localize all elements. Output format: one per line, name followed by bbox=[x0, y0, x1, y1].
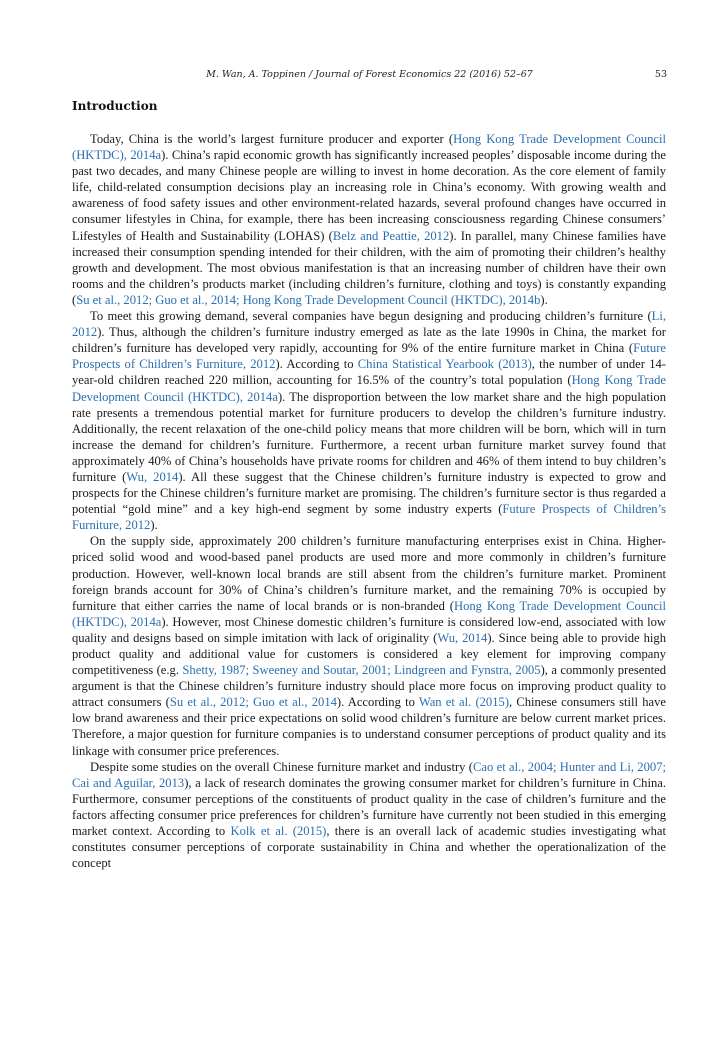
body-text: ). bbox=[540, 292, 548, 307]
body-text: , the number of under 14-year-old children reached 220 million, accounting for 16.5% of the country’s total population ( bbox=[72, 357, 666, 388]
paragraph-3 bbox=[72, 533, 666, 758]
body-text: To meet this growing demand, several companies have begun designing and producing children’s furniture ( bbox=[90, 309, 652, 324]
citation-link[interactable]: Kolk et al. (2015) bbox=[230, 824, 327, 839]
body-text: ). China’s rapid economic growth has significantly increased peoples’ disposable income during the past two decades, and many Chinese people are willing to invest in home decoration. As the core element of family life, child-related consumption decisions play an increasing role in China’s economy. With growing wealth and awareness of food safety issues and other environment-related hazards, several profound changes have occurred in consumer lifestyles in China, for example, there has been increasing consciousness regarding Chinese consumers’ Lifestyles of Health and Sustainability (LOHAS) ( bbox=[72, 148, 666, 243]
body-text: ), a lack of research dominates the growing consumer market for children’s furniture in China. Furthermore, consumer perceptions of the constituents of product quality in the case of children’s furniture and the factors affecting consumer price preferences for children’s furniture have currently not been studied in this emerging market context. According to bbox=[72, 775, 666, 839]
body-text: Today, China is the world’s largest furniture producer and exporter ( bbox=[90, 132, 454, 146]
citation-link[interactable]: China Statistical Yearbook (2013) bbox=[357, 357, 532, 372]
body-text: On the supply side, approximately 200 children’s furniture manufacturing enterprises exist in China. Higher-priced solid wood and wood-based panel products are used more and more commonly in children’s furniture production. However, well-known local brands are still absent from the children’s furniture market. Prominent foreign brands account for 30% of China’s children’s furniture market, and the remaining 70% is occupied by furniture that either carries the name of local brands or is non-branded ( bbox=[72, 534, 666, 613]
citation-link[interactable]: Su et al., 2012; Guo et al., 2014 bbox=[169, 695, 337, 710]
body-text: ), a commonly presented argument is that the Chinese children’s furniture industry should place more focus on improving product quality to attract consumers ( bbox=[72, 663, 666, 710]
body-text: ). In parallel, many Chinese families have increased their consumption spending intended for their children, with the aim of promoting their children’s healthy growth and development. The most obvious manifestation is that an increasing number of children have their own rooms and the children’s products market (including children’s furniture, clothing and toys) is constantly expanding ( bbox=[72, 228, 666, 307]
citation-link[interactable]: Hong Kong Trade Development Council (HKTDC), 2014a bbox=[72, 598, 666, 629]
body-text: ). Since being able to provide high product quality and additional value for customers is considered a key element for improving company competitiveness (e.g. bbox=[72, 630, 666, 678]
body-text: , Chinese consumers still have low brand awareness and their price expectations on solid wood children’s furniture are below current market prices. Therefore, a major question for furniture companies is to understand consumer perceptions of product quality and its linkage with consumer price preferences. bbox=[72, 695, 666, 758]
citation-link[interactable]: Hong Kong Trade Development Council (HKTDC), 2014a bbox=[72, 373, 666, 404]
citation-link[interactable]: Wan et al. (2015) bbox=[418, 695, 510, 710]
body-text: ). According to bbox=[336, 695, 419, 710]
citation-link[interactable]: Hong Kong Trade Development Council (HKTDC), 2014a bbox=[72, 132, 667, 163]
citation-link[interactable]: Wu, 2014 bbox=[126, 469, 179, 484]
citation-link[interactable]: Future Prospects of Children’s Furniture, 2012 bbox=[72, 502, 667, 533]
section-title: Introduction bbox=[72, 99, 158, 113]
citation-link[interactable]: Future Prospects of Children’s Furniture, 2012 bbox=[72, 341, 666, 372]
paragraph-1 bbox=[72, 131, 666, 308]
citation-link[interactable]: Wu, 2014 bbox=[437, 630, 488, 645]
citation-link[interactable]: Cao et al., 2004; Hunter and Li, 2007; Cai and Aguilar, 2013 bbox=[72, 759, 666, 790]
body-text: ). Thus, although the children’s furniture industry emerged as late as the late 1990s in China, the market for children’s furniture has developed very rapidly, accounting for 9% of the entire furniture market in China ( bbox=[72, 325, 666, 356]
page-number: 53 bbox=[654, 69, 667, 80]
body-text: ). All these suggest that the Chinese children’s furniture industry is expected to grow and prospects for the Chinese children’s furniture market are promising. The children’s furniture sector is thus regarded a potential “gold mine” and a key high-end segment by some industry experts ( bbox=[72, 469, 666, 517]
running-header bbox=[72, 69, 667, 83]
body-text: ). According to bbox=[275, 357, 358, 372]
citation-link[interactable]: Su et al., 2012; Guo et al., 2014; Hong Kong Trade Development Council (HKTDC), 2014b bbox=[76, 292, 541, 307]
body-text: Despite some studies on the overall Chinese furniture market and industry ( bbox=[90, 759, 473, 774]
body-text: , there is an overall lack of academic studies investigating what constitutes consumer perceptions of corporate sustainability in China and whether the operationalization of the concept bbox=[72, 824, 666, 871]
paragraph-2 bbox=[72, 308, 666, 533]
citation-link[interactable]: Shetty, 1987; Sweeney and Soutar, 2001; Lindgreen and Fynstra, 2005 bbox=[182, 663, 541, 678]
running-title: M. Wan, A. Toppinen / Journal of Forest Economics 22 (2016) 52–67 bbox=[206, 69, 533, 80]
body-text: ). bbox=[150, 518, 158, 533]
article-body bbox=[72, 131, 666, 871]
body-text: ). However, most Chinese domestic children’s furniture is considered low-end, associated with low quality and designs based on simple imitation with lack of originality ( bbox=[72, 614, 667, 645]
citation-link[interactable]: Belz and Peattie, 2012 bbox=[332, 228, 450, 243]
citation-link[interactable]: Li, 2012 bbox=[72, 309, 666, 340]
body-text: ). The disproportion between the low market share and the high population rate presents a tremendous potential market for furniture producers to develop the children’s furniture industry. Additionally, the recent relaxation of the one-child policy means that more children will be born, which will in turn increase the demand for children’s furniture. Furthermore, a recent urban furniture market survey found that approximately 40% of China’s households have private rooms for children and 46% of them intend to buy children’s furniture ( bbox=[72, 389, 666, 484]
paragraph-4 bbox=[72, 759, 666, 872]
